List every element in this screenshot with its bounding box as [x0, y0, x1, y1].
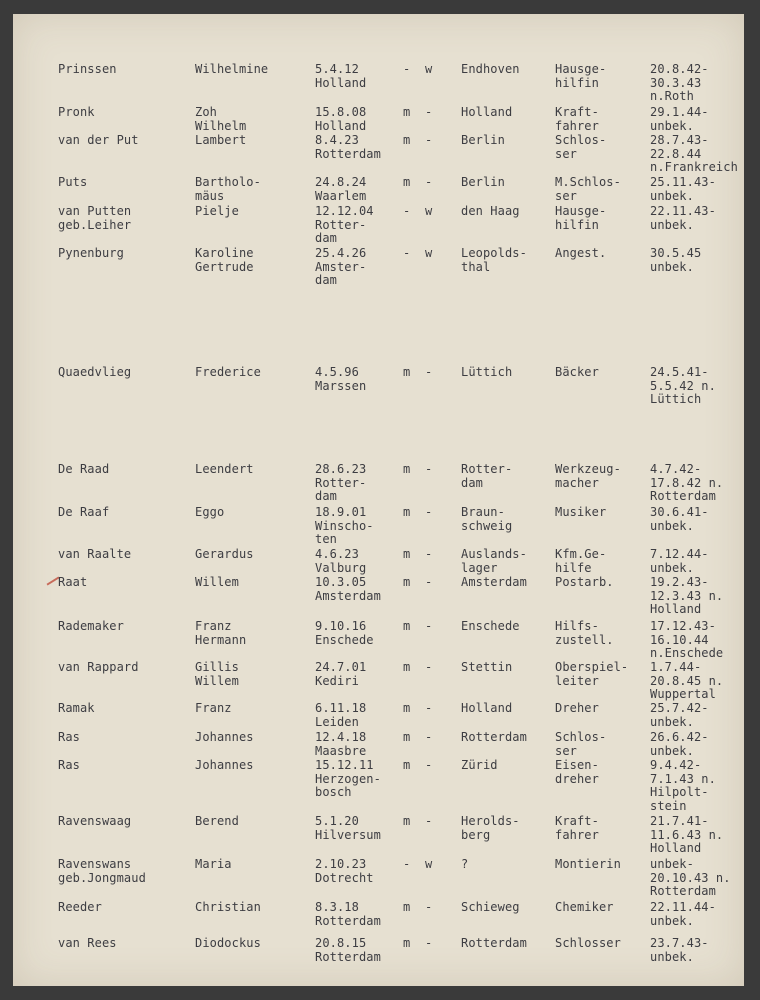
birth-cell: 4.5.96 Marssen — [315, 365, 367, 393]
occupation-cell: Angest. — [555, 246, 607, 260]
gender-cell: m - — [403, 730, 433, 744]
first-name-cell: Wilhelmine — [195, 62, 269, 76]
surname-cell: Ras — [58, 758, 80, 772]
surname-cell: Pronk — [58, 105, 95, 119]
table-row — [0, 936, 760, 964]
surname-cell: Rademaker — [58, 619, 124, 633]
table-row — [0, 365, 760, 406]
place-cell: Herolds- berg — [461, 814, 520, 842]
table-row — [0, 619, 760, 660]
birth-cell: 24.8.24 Waarlem — [315, 175, 367, 203]
period-cell: 21.7.41- 11.6.43 n. Holland — [650, 814, 724, 855]
place-cell: Lüttich — [461, 365, 513, 379]
table-row — [0, 204, 760, 245]
period-cell: 1.7.44- 20.8.45 n. Wuppertal — [650, 660, 724, 701]
surname-cell: van der Put — [58, 133, 139, 147]
table-row — [0, 246, 760, 287]
first-name-cell: Diodockus — [195, 936, 261, 950]
table-row — [0, 575, 760, 616]
gender-cell: m - — [403, 900, 433, 914]
first-name-cell: Maria — [195, 857, 232, 871]
place-cell: den Haag — [461, 204, 520, 218]
period-cell: 25.11.43- unbek. — [650, 175, 716, 203]
table-row — [0, 462, 760, 503]
birth-cell: 9.10.16 Enschede — [315, 619, 374, 647]
birth-cell: 12.4.18 Maasbre — [315, 730, 367, 758]
surname-cell: van Rappard — [58, 660, 139, 674]
table-row — [0, 62, 760, 103]
surname-cell: van Raalte — [58, 547, 132, 561]
birth-cell: 24.7.01 Kediri — [315, 660, 367, 688]
first-name-cell: Karoline Gertrude — [195, 246, 254, 274]
first-name-cell: Johannes — [195, 758, 254, 772]
first-name-cell: Zoh Wilhelm — [195, 105, 247, 133]
first-name-cell: Lambert — [195, 133, 247, 147]
occupation-cell: Hausge- hilfin — [555, 204, 607, 232]
occupation-cell: Schlos- ser — [555, 133, 607, 161]
table-row — [0, 758, 760, 813]
period-cell: 29.1.44- unbek. — [650, 105, 709, 133]
surname-cell: Reeder — [58, 900, 102, 914]
gender-cell: m - — [403, 105, 433, 119]
occupation-cell: Kraft- fahrer — [555, 105, 599, 133]
period-cell: 4.7.42- 17.8.42 n. Rotterdam — [650, 462, 724, 503]
gender-cell: m - — [403, 365, 433, 379]
place-cell: Amsterdam — [461, 575, 527, 589]
birth-cell: 4.6.23 Valburg — [315, 547, 367, 575]
period-cell: 7.12.44- unbek. — [650, 547, 709, 575]
gender-cell: m - — [403, 619, 433, 633]
table-row — [0, 105, 760, 133]
birth-cell: 12.12.04 Rotter- dam — [315, 204, 374, 245]
table-row — [0, 547, 760, 575]
birth-cell: 15.8.08 Holland — [315, 105, 367, 133]
occupation-cell: Eisen- dreher — [555, 758, 599, 786]
first-name-cell: Franz Hermann — [195, 619, 247, 647]
place-cell: Rotterdam — [461, 936, 527, 950]
surname-cell: van Putten geb.Leiher — [58, 204, 132, 232]
period-cell: 25.7.42- unbek. — [650, 701, 709, 729]
place-cell: Zürid — [461, 758, 498, 772]
surname-cell: Ramak — [58, 701, 95, 715]
table-row — [0, 133, 760, 174]
period-cell: 19.2.43- 12.3.43 n. Holland — [650, 575, 724, 616]
first-name-cell: Leendert — [195, 462, 254, 476]
surname-cell: Pynenburg — [58, 246, 124, 260]
surname-cell: Raat — [58, 575, 88, 589]
occupation-cell: Chemiker — [555, 900, 614, 914]
period-cell: 24.5.41- 5.5.42 n. Lüttich — [650, 365, 716, 406]
period-cell: 28.7.43- 22.8.44 n.Frankreich — [650, 133, 738, 174]
table-row — [0, 900, 760, 928]
first-name-cell: Gerardus — [195, 547, 254, 561]
gender-cell: m - — [403, 462, 433, 476]
gender-cell: m - — [403, 547, 433, 561]
surname-cell: van Rees — [58, 936, 117, 950]
birth-cell: 6.11.18 Leiden — [315, 701, 367, 729]
gender-cell: m - — [403, 701, 433, 715]
occupation-cell: Montierin — [555, 857, 621, 871]
birth-cell: 5.4.12 Holland — [315, 62, 367, 90]
first-name-cell: Franz — [195, 701, 232, 715]
place-cell: Enschede — [461, 619, 520, 633]
gender-cell: m - — [403, 660, 433, 674]
birth-cell: 5.1.20 Hilversum — [315, 814, 381, 842]
first-name-cell: Johannes — [195, 730, 254, 744]
occupation-cell: Kfm.Ge- hilfe — [555, 547, 607, 575]
place-cell: ? — [461, 857, 469, 871]
birth-cell: 18.9.01 Winscho- ten — [315, 505, 374, 546]
gender-cell: m - — [403, 936, 433, 950]
place-cell: Schieweg — [461, 900, 520, 914]
occupation-cell: Werkzeug- macher — [555, 462, 621, 490]
place-cell: Braun- schweig — [461, 505, 513, 533]
gender-cell: m - — [403, 505, 433, 519]
gender-cell: m - — [403, 175, 433, 189]
place-cell: Stettin — [461, 660, 513, 674]
period-cell: unbek- 20.10.43 n. Rotterdam — [650, 857, 731, 898]
occupation-cell: Hilfs- zustell. — [555, 619, 614, 647]
gender-cell: - w — [403, 857, 433, 871]
table-row — [0, 175, 760, 203]
gender-cell: m - — [403, 814, 433, 828]
period-cell: 22.11.44- unbek. — [650, 900, 716, 928]
period-cell: 30.6.41- unbek. — [650, 505, 709, 533]
period-cell: 20.8.42- 30.3.43 n.Roth — [650, 62, 709, 103]
occupation-cell: Musiker — [555, 505, 607, 519]
birth-cell: 2.10.23 Dotrecht — [315, 857, 374, 885]
first-name-cell: Berend — [195, 814, 239, 828]
occupation-cell: Oberspiel- leiter — [555, 660, 629, 688]
surname-cell: Ras — [58, 730, 80, 744]
gender-cell: - w — [403, 246, 433, 260]
place-cell: Holland — [461, 105, 513, 119]
occupation-cell: Postarb. — [555, 575, 614, 589]
first-name-cell: Frederice — [195, 365, 261, 379]
gender-cell: m - — [403, 758, 433, 772]
table-row — [0, 730, 760, 758]
surname-cell: De Raaf — [58, 505, 110, 519]
occupation-cell: Hausge- hilfin — [555, 62, 607, 90]
birth-cell: 28.6.23 Rotter- dam — [315, 462, 367, 503]
table-row — [0, 505, 760, 546]
gender-cell: m - — [403, 575, 433, 589]
period-cell: 22.11.43- unbek. — [650, 204, 716, 232]
period-cell: 26.6.42- unbek. — [650, 730, 709, 758]
surname-cell: Puts — [58, 175, 88, 189]
birth-cell: 8.3.18 Rotterdam — [315, 900, 381, 928]
period-cell: 9.4.42- 7.1.43 n. Hilpolt- stein — [650, 758, 716, 813]
surname-cell: Ravenswaag — [58, 814, 132, 828]
occupation-cell: Bäcker — [555, 365, 599, 379]
birth-cell: 25.4.26 Amster- dam — [315, 246, 367, 287]
place-cell: Rotter- dam — [461, 462, 513, 490]
surname-cell: Quaedvlieg — [58, 365, 132, 379]
place-cell: Rotterdam — [461, 730, 527, 744]
place-cell: Auslands- lager — [461, 547, 527, 575]
table-row — [0, 857, 760, 898]
birth-cell: 10.3.05 Amsterdam — [315, 575, 381, 603]
period-cell: 30.5.45 unbek. — [650, 246, 702, 274]
place-cell: Berlin — [461, 175, 505, 189]
surname-cell: Prinssen — [58, 62, 117, 76]
table-row — [0, 660, 760, 701]
surname-cell: Ravenswans geb.Jongmaud — [58, 857, 146, 885]
first-name-cell: Gillis Willem — [195, 660, 239, 688]
gender-cell: m - — [403, 133, 433, 147]
occupation-cell: Schlosser — [555, 936, 621, 950]
first-name-cell: Eggo — [195, 505, 225, 519]
surname-cell: De Raad — [58, 462, 110, 476]
occupation-cell: Schlos- ser — [555, 730, 607, 758]
occupation-cell: Dreher — [555, 701, 599, 715]
place-cell: Endhoven — [461, 62, 520, 76]
occupation-cell: Kraft- fahrer — [555, 814, 599, 842]
place-cell: Holland — [461, 701, 513, 715]
occupation-cell: M.Schlos- ser — [555, 175, 621, 203]
period-cell: 23.7.43- unbek. — [650, 936, 709, 964]
gender-cell: - w — [403, 204, 433, 218]
birth-cell: 8.4.23 Rotterdam — [315, 133, 381, 161]
birth-cell: 15.12.11 Herzogen- bosch — [315, 758, 381, 799]
first-name-cell: Willem — [195, 575, 239, 589]
place-cell: Leopolds- thal — [461, 246, 527, 274]
birth-cell: 20.8.15 Rotterdam — [315, 936, 381, 964]
first-name-cell: Pielje — [195, 204, 239, 218]
period-cell: 17.12.43- 16.10.44 n.Enschede — [650, 619, 724, 660]
first-name-cell: Bartholo- mäus — [195, 175, 261, 203]
table-row — [0, 814, 760, 855]
place-cell: Berlin — [461, 133, 505, 147]
table-row — [0, 701, 760, 729]
gender-cell: - w — [403, 62, 433, 76]
first-name-cell: Christian — [195, 900, 261, 914]
